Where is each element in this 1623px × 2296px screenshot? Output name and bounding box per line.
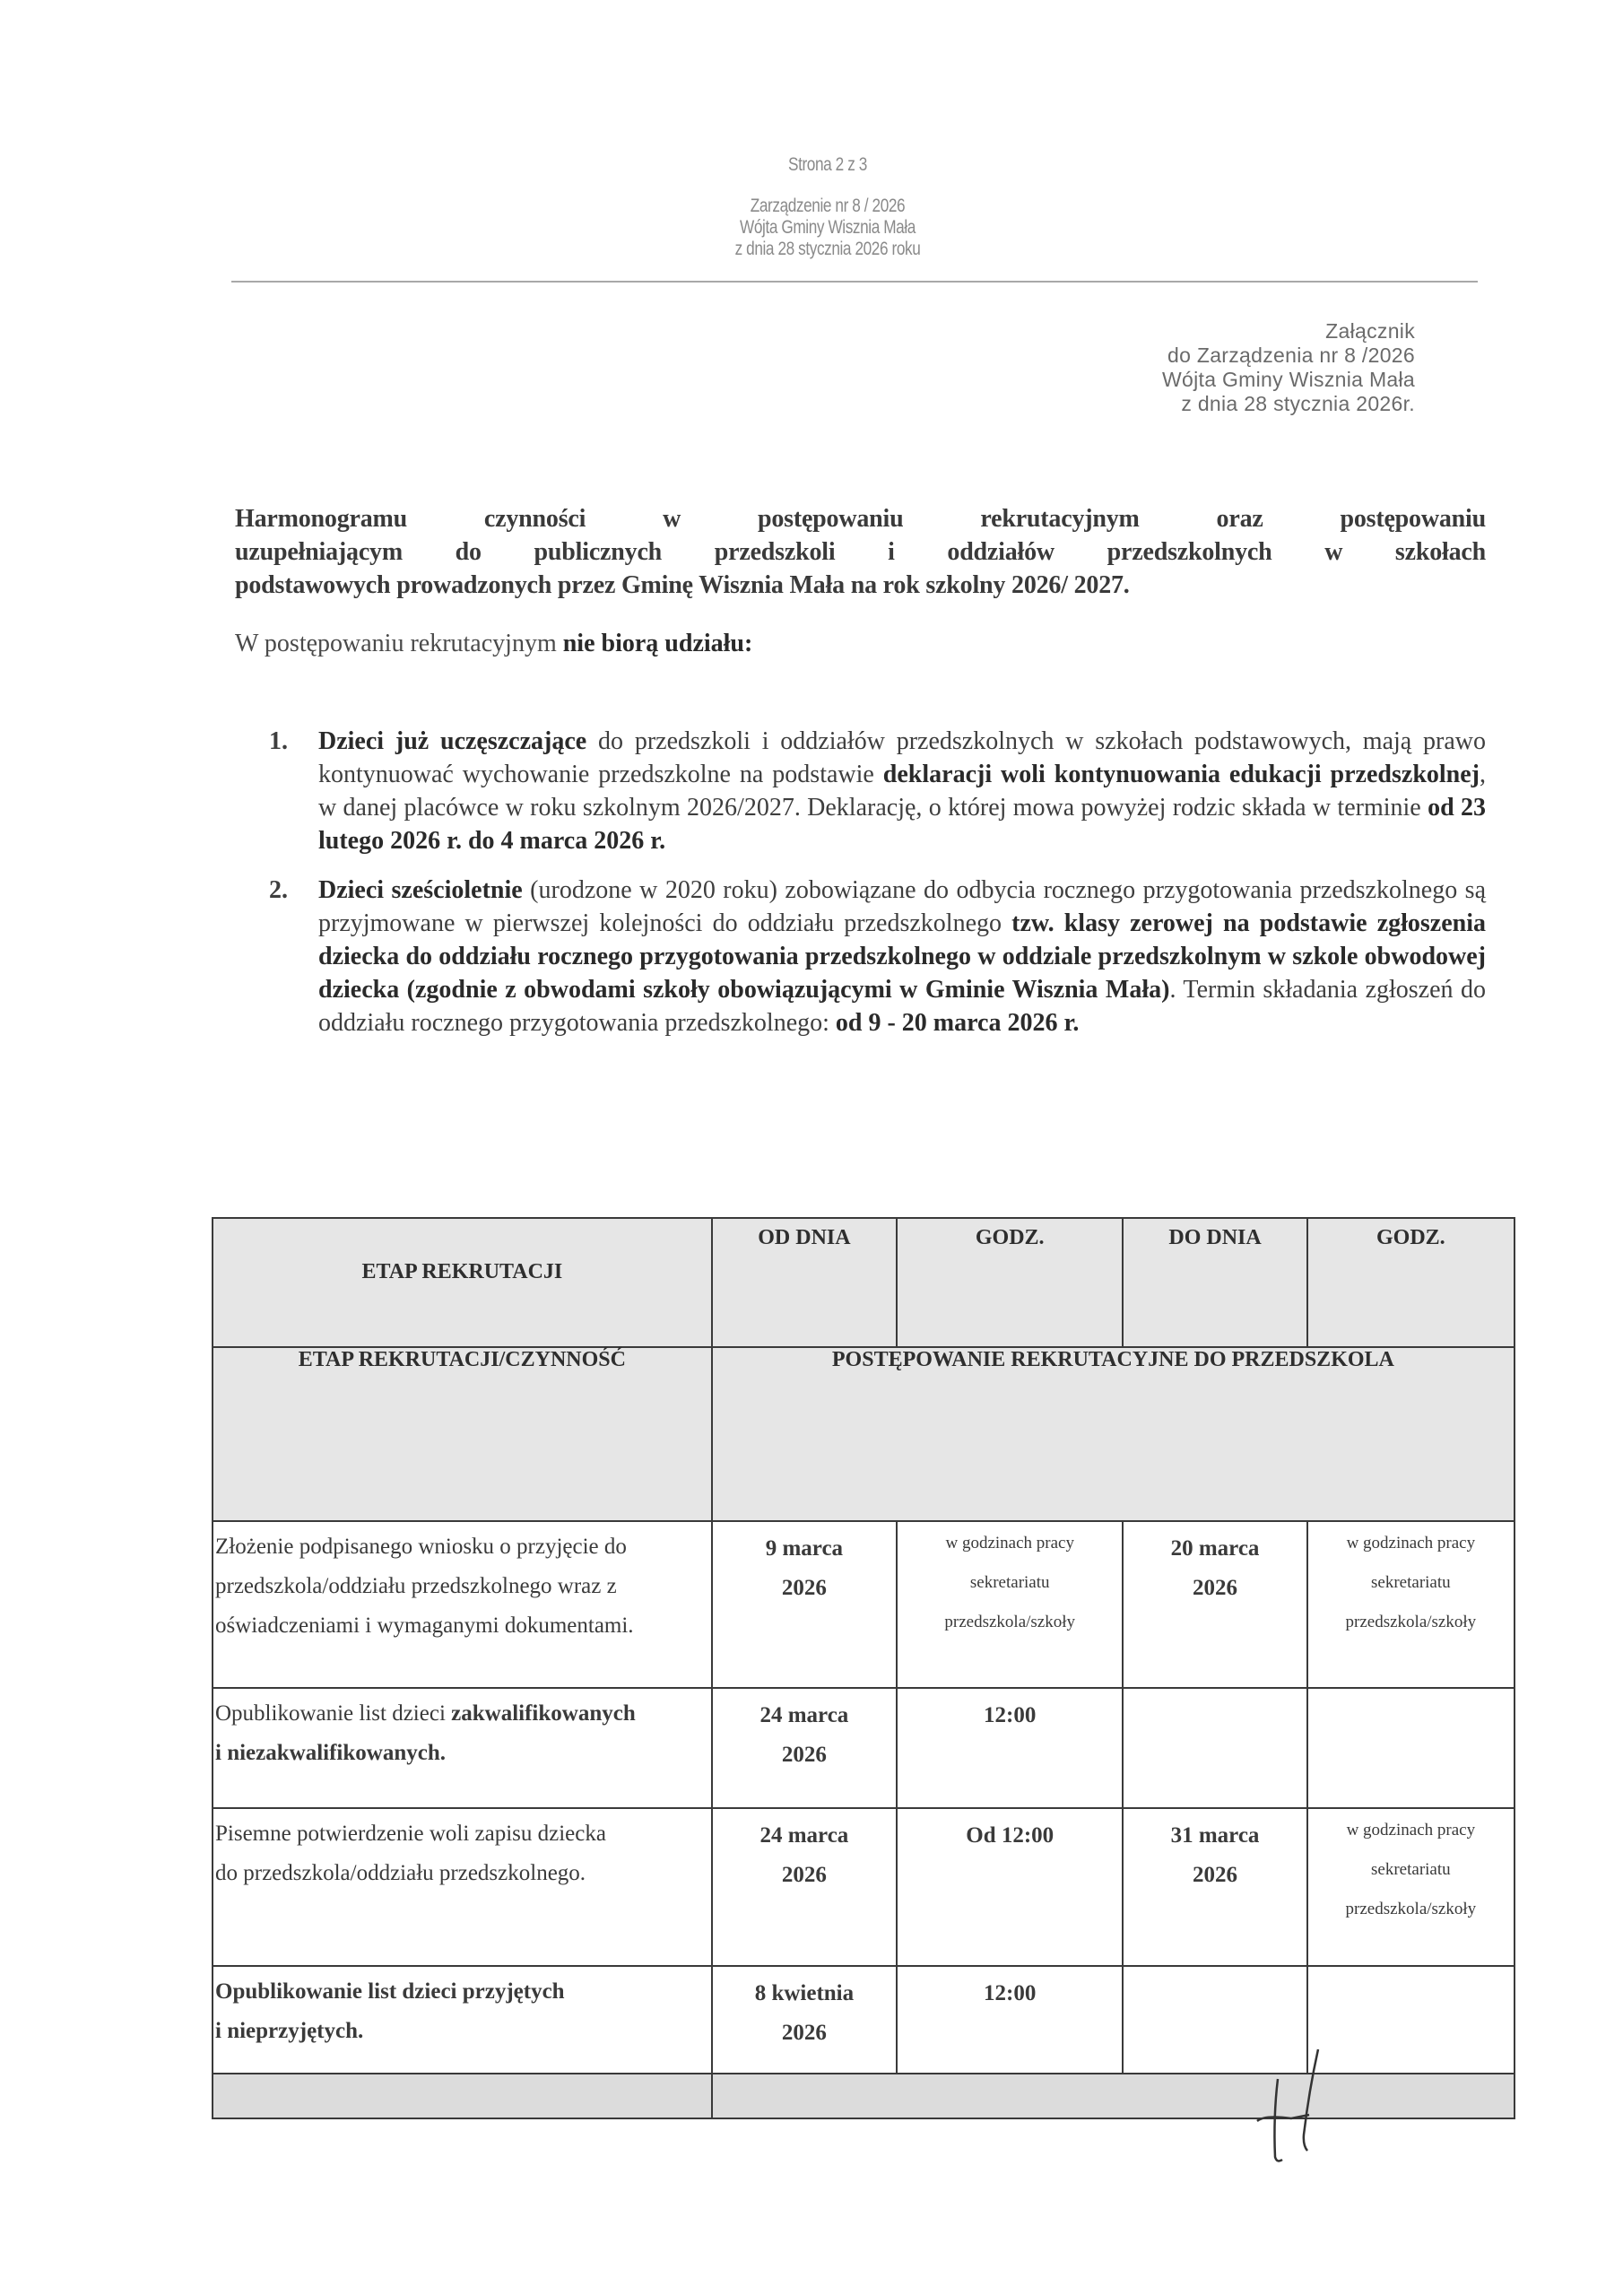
order-number: Zarządzenie nr 8 / 2026	[750, 196, 906, 216]
activity-text: Pisemne potwierdzenie woli zapisu dziecka	[215, 1822, 606, 1846]
exclusion-list	[269, 725, 1486, 1056]
date-text: 20 marca	[1170, 1536, 1260, 1561]
from-date-cell	[712, 1808, 897, 1966]
emphasis: tzw. klasy zerowej na podstawie zgłoszenia dziecka do oddziału rocznego przygotowania przedszkolnego w oddziale przedszkolnym w szkole obwodowej dziecka (zgodnie z obwodami szkoły obowiązującymi w Gminie Wisznia Mała)	[318, 909, 1486, 1004]
activity-cell	[213, 1521, 712, 1688]
date-text: 9 marca	[765, 1536, 844, 1561]
annex-authority: Wójta Gminy Wisznia Mała	[1162, 368, 1415, 391]
activity-text: Opublikowanie list dzieci przyjętych	[215, 1979, 565, 2004]
schedule-table	[212, 1217, 1515, 2119]
from-time-cell	[897, 1521, 1123, 1688]
title-line: Harmonogramu czynności w postępowaniu rekrutacyjnym oraz postępowaniu	[235, 505, 1486, 533]
activity-emphasis: i niezakwalifikowanych.	[215, 1741, 446, 1765]
title-line: uzupełniającym do publicznych przedszkoli i oddziałów przedszkolnych w szkołach	[235, 538, 1486, 566]
to-time-cell	[1307, 1808, 1515, 1966]
header-etap-czynnosc: ETAP REKRUTACJI/CZYNNOŚĆ	[213, 1347, 712, 1521]
table-row	[213, 1521, 1515, 1688]
emphasis: od 9 - 20 marca 2026 r.	[835, 1009, 1080, 1037]
activity-text: przedszkola/oddziału przedszkolnego wraz z	[215, 1574, 617, 1598]
time-text: sekretariatu	[1371, 1860, 1451, 1879]
text: (urodzone w 2020 roku) zobowiązane do odbycia rocznego przygotowania przedszkolnego są przyjmowane w pierwszej kolejności do oddziału przedszkolnego	[318, 876, 1486, 937]
emphasis: Dzieci sześcioletnie	[318, 876, 523, 904]
year-text: 2026	[1193, 1576, 1238, 1600]
annex-date: z dnia 28 stycznia 2026r.	[1181, 392, 1415, 415]
activity-cell	[213, 1966, 712, 2074]
activity-text: Złożenie podpisanego wniosku o przyjęcie do	[215, 1535, 627, 1559]
from-date-cell	[712, 1966, 897, 2074]
header-od-dnia: OD DNIA	[712, 1218, 897, 1347]
date-text: 31 marca	[1170, 1823, 1260, 1848]
emphasis: Dzieci już uczęszczające	[318, 727, 587, 755]
year-text: 2026	[781, 1863, 827, 1887]
activity-text: do przedszkola/oddziału przedszkolnego.	[215, 1861, 586, 1885]
date-text: 24 marca	[759, 1703, 849, 1727]
time-text: przedszkola/szkoły	[1345, 1613, 1477, 1631]
to-date-cell	[1123, 1808, 1306, 1966]
document-title	[235, 502, 1486, 602]
header-do-dnia: DO DNIA	[1123, 1218, 1306, 1347]
time-text: sekretariatu	[1371, 1573, 1451, 1592]
activity-text: Opublikowanie list dzieci	[215, 1701, 452, 1726]
intro-emphasis: nie biorą udziału:	[562, 630, 753, 657]
title-line: podstawowych prowadzonych przez Gminę Wisznia Mała na rok szkolny 2026/ 2027.	[235, 571, 1130, 599]
annex-block	[1162, 319, 1415, 416]
from-time-cell: 12:00	[897, 1688, 1123, 1808]
emphasis: od 23 lutego 2026 r. do 4 marca 2026 r.	[318, 794, 1486, 855]
time-text: przedszkola/szkoły	[944, 1613, 1076, 1631]
annex-label: Załącznik	[1325, 319, 1415, 343]
list-number: 1.	[269, 727, 288, 755]
order-date: z dnia 28 stycznia 2026 roku	[734, 239, 921, 259]
year-text: 2026	[781, 1576, 827, 1600]
header-etap: ETAP REKRUTACJI	[213, 1218, 712, 1347]
year-text: 2026	[781, 2021, 827, 2045]
activity-text: oświadczeniami i wymaganymi dokumentami.	[215, 1613, 634, 1638]
page-header	[162, 154, 1493, 260]
intro-paragraph	[235, 630, 752, 658]
header-divider	[231, 281, 1478, 283]
list-item	[269, 874, 1486, 1039]
from-date-cell	[712, 1521, 897, 1688]
signature-icon	[1237, 2045, 1345, 2179]
text: do przedszkoli i oddziałów przedszkolnych w szkołach podstawowych, mają prawo kontynuować wychowanie przedszkolne na podstawie	[318, 727, 1486, 788]
to-time-cell	[1307, 1688, 1515, 1808]
table-row	[213, 1688, 1515, 1808]
footer-cell	[712, 2074, 1515, 2118]
activity-emphasis: zakwalifikowanych	[451, 1701, 636, 1726]
time-text: przedszkola/szkoły	[1345, 1900, 1477, 1918]
year-text: 2026	[781, 1743, 827, 1767]
text: . Termin składania zgłoszeń do oddziału rocznego przygotowania przedszkolnego:	[318, 976, 1487, 1037]
header-godz-to: GODZ.	[1307, 1218, 1515, 1347]
from-date-cell	[712, 1688, 897, 1808]
annex-reference: do Zarządzenia nr 8 /2026	[1167, 344, 1415, 367]
activity-cell	[213, 1688, 712, 1808]
activity-text: i nieprzyjętych.	[215, 2019, 364, 2043]
footer-cell	[213, 2074, 712, 2118]
intro-text: W postępowaniu rekrutacyjnym	[235, 630, 563, 657]
to-date-cell	[1123, 1521, 1306, 1688]
from-time-cell: Od 12:00	[897, 1808, 1123, 1966]
list-number: 2.	[269, 876, 288, 904]
table-section-row	[213, 1347, 1515, 1521]
to-time-cell	[1307, 1521, 1515, 1688]
time-text: w godzinach pracy	[945, 1534, 1074, 1552]
list-item	[269, 725, 1486, 857]
table-row	[213, 1808, 1515, 1966]
date-text: 8 kwietnia	[754, 1981, 855, 2005]
table-header-row	[213, 1218, 1515, 1347]
to-date-cell	[1123, 1688, 1306, 1808]
time-text: sekretariatu	[969, 1573, 1050, 1592]
date-text: 24 marca	[759, 1823, 849, 1848]
time-text: w godzinach pracy	[1346, 1534, 1476, 1552]
year-text: 2026	[1193, 1863, 1238, 1887]
text: , w danej placówce w roku szkolnym 2026/2027. Deklarację, o której mowa powyżej rodzic składa w terminie	[318, 761, 1486, 822]
section-title: POSTĘPOWANIE REKRUTACYJNE DO PRZEDSZKOLA	[712, 1347, 1515, 1521]
page-indicator: Strona 2 z 3	[788, 154, 867, 175]
issuing-authority: Wójta Gminy Wisznia Mała	[740, 217, 916, 238]
activity-cell	[213, 1808, 712, 1966]
from-time-cell: 12:00	[897, 1966, 1123, 2074]
header-godz-from: GODZ.	[897, 1218, 1123, 1347]
emphasis: deklaracji woli kontynuowania edukacji przedszkolnej	[882, 761, 1480, 788]
time-text: w godzinach pracy	[1346, 1821, 1476, 1839]
